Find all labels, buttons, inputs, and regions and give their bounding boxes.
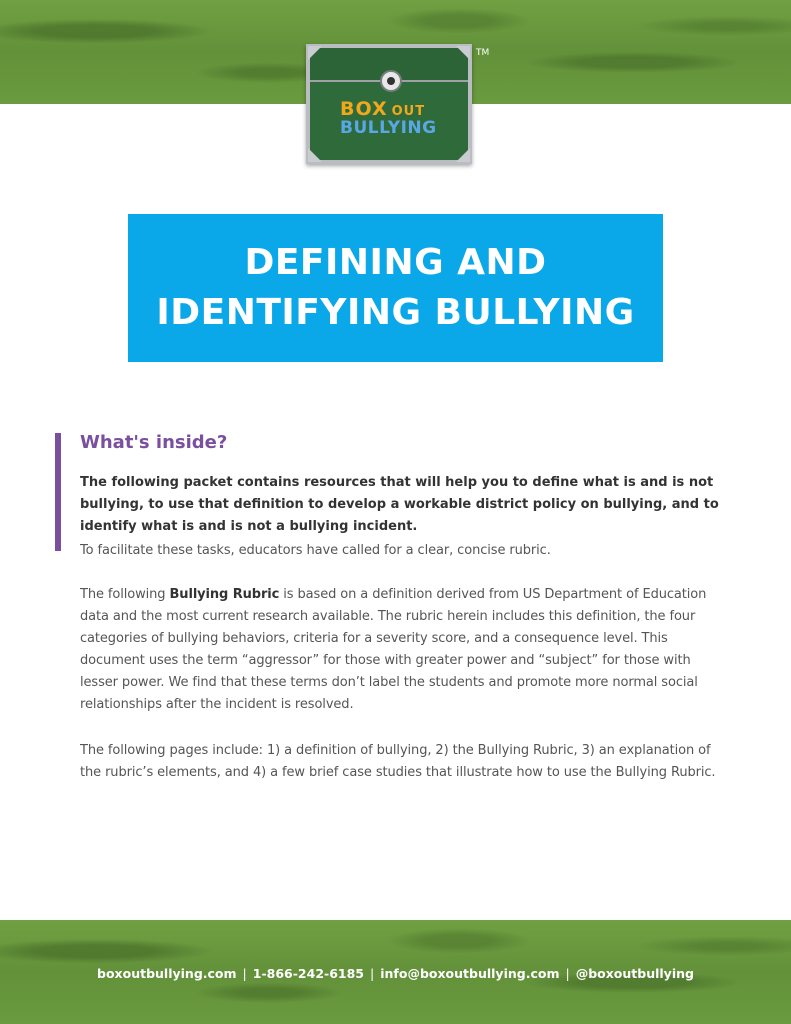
paragraph-pages-include: The following pages include: 1) a definition of bullying, 2) the Bullying Rubric, 3) an explanation of the rubric’s elements, and 4) a few brief case studies that illustrate how to use the Bullying Rubric. [80, 743, 716, 780]
footer-phone: 1-866-242-6185 [252, 966, 365, 981]
paragraph-rubric-need: To facilitate these tasks, educators have called for a clear, concise rubric. [80, 543, 551, 558]
footer-contact-line: boxoutbullying.com | 1-866-242-6185 | info@boxoutbullying.com | @boxoutbullying [97, 966, 694, 981]
logo-corner [308, 148, 322, 162]
footer-website: boxoutbullying.com [97, 966, 237, 981]
section-accent-bar [55, 433, 61, 551]
lock-icon [380, 70, 402, 92]
box-out-bullying-logo [306, 44, 472, 164]
footer-email: info@boxoutbullying.com [380, 966, 560, 981]
trademark-mark: TM [476, 48, 490, 58]
title-line-1: DEFINING AND [244, 242, 547, 283]
footer-social-handle: @boxoutbullying [575, 966, 694, 981]
logo-corner [456, 148, 470, 162]
logo-word-bullying: BULLYING [340, 118, 437, 138]
bullying-rubric-term: Bullying Rubric [169, 587, 280, 602]
intro-bold-paragraph: The following packet contains resources that will help you to define what is and is not bullying, to use that definition to develop a workable district policy on bullying, and to identify what is and is not a bullying incident. [80, 475, 719, 534]
paragraph-rubric-description: The following Bullying Rubric is based on a definition derived from US Department of Education data and the most current research available. The rubric herein includes this definition, the four categories of bullying behaviors, criteria for a severity score, and a consequence level. This document uses the term “aggressor” for those with greater power and “subject” for those with lesser power. We find that these terms don’t label the students and promote more normal social relationships after the incident is resolved. [80, 587, 707, 712]
section-heading: What's inside? [80, 432, 228, 453]
logo-word-box-out: BOX OUT [340, 98, 426, 120]
title-banner [128, 214, 663, 362]
title-line-2: IDENTIFYING BULLYING [156, 292, 635, 333]
